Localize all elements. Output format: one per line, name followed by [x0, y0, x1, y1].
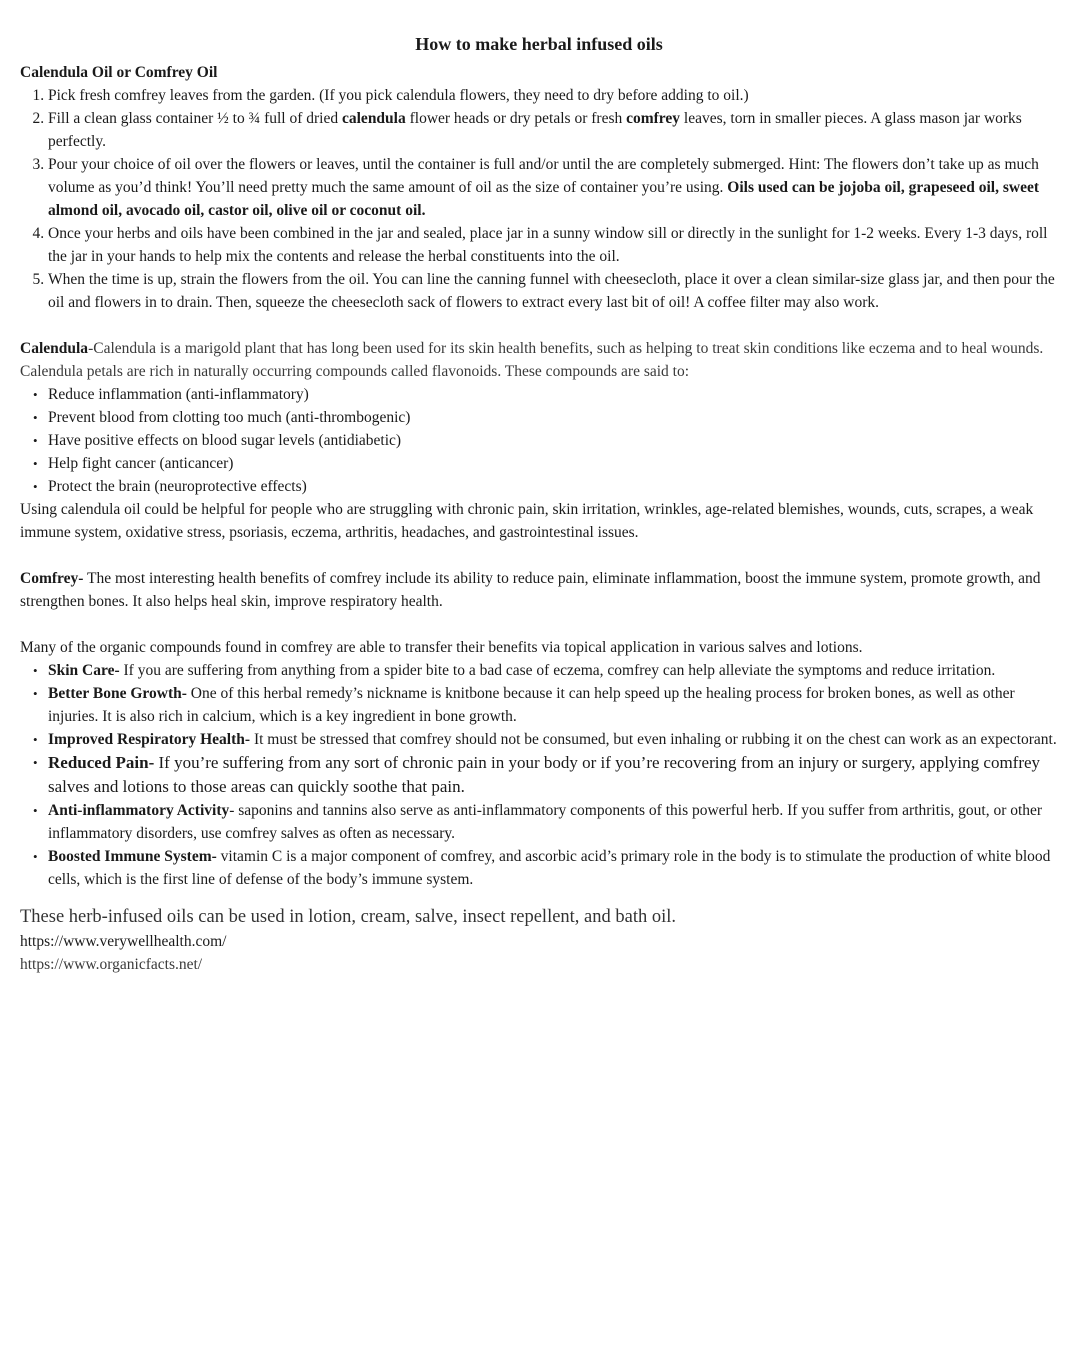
source-link: https://www.verywellhealth.com/	[20, 933, 227, 950]
closing-note: These herb-infused oils can be used in lotion, cream, salve, insect repellent, and bath oil.	[20, 907, 677, 927]
calendula-intro: Calendula-Calendula is a marigold plant that has long been used for its skin health benefits, such as helping to treat skin conditions like eczema and to heal wounds. Calendula petals are rich in naturally occurring compounds called flavonoids. These compounds are said to:	[20, 340, 1044, 380]
section-subtitle: Calendula Oil or Comfrey Oil	[20, 64, 218, 81]
list-item: 2. Fill a clean glass container ½ to ¾ full of dried calendula flower heads or dry petals or fresh comfrey leaves, torn in smaller pieces. A glass mason jar works perfectly.	[48, 107, 1058, 153]
list-item: • Better Bone Growth- One of this herbal remedy’s nickname is knitbone because it can help speed up the healing process for broken bones, as well as other injuries. It is also rich in calcium, which is a key ingredient in bone growth.	[48, 682, 1058, 728]
spacer	[20, 314, 1058, 337]
list-item: • Protect the brain (neuroprotective effects)	[48, 475, 1058, 498]
list-item: 4. Once your herbs and oils have been combined in the jar and sealed, place jar in a sunny window sill or directly in the sunlight for 1-2 weeks. Every 1-3 days, roll the jar in your hands to help mix the contents and release the herbal constituents into the oil.	[48, 222, 1058, 268]
comfrey-topical: Many of the organic compounds found in comfrey are able to transfer their benefits via topical application in various salves and lotions.	[20, 639, 863, 656]
list-item: • Prevent blood from clotting too much (anti-thrombogenic)	[48, 406, 1058, 429]
calendula-benefits-list	[20, 383, 1058, 498]
list-item: • Boosted Immune System- vitamin C is a major component of comfrey, and ascorbic acid’s primary role in the body is to stimulate the production of white blood cells, which is the first line of defense of the body’s immune system.	[48, 845, 1058, 891]
comfrey-intro: Comfrey- The most interesting health benefits of comfrey include its ability to reduce pain, eliminate inflammation, boost the immune system, promote growth, and strengthen bones. It also helps heal skin, improve respiratory health.	[20, 570, 1041, 610]
list-item: 3. Pour your choice of oil over the flowers or leaves, until the container is full and/or until the are completely submerged. Hint: The flowers don’t take up as much volume as you’d think! You’ll need pretty much the same amount of oil as the size of container you’re using. Oils used can be jojoba oil, grapeseed oil, sweet almond oil, avocado oil, castor oil, olive oil or coconut oil.	[48, 153, 1058, 222]
steps-list	[20, 84, 1058, 314]
source-link: https://www.organicfacts.net/	[20, 956, 203, 973]
list-item: • Improved Respiratory Health- It must be stressed that comfrey should not be consumed, but even inhaling or rubbing it on the chest can work as an expectorant.	[48, 728, 1058, 751]
comfrey-benefits-list	[20, 659, 1058, 891]
list-item: • Have positive effects on blood sugar levels (antidiabetic)	[48, 429, 1058, 452]
spacer	[20, 544, 1058, 567]
spacer	[20, 613, 1058, 636]
list-item: • Help fight cancer (anticancer)	[48, 452, 1058, 475]
page-title: How to make herbal infused oils	[415, 34, 663, 54]
list-item: • Reduced Pain- If you’re suffering from any sort of chronic pain in your body or if you’re recovering from an injury or surgery, applying comfrey salves and lotions to those areas can quickly soothe that pain.	[48, 751, 1058, 799]
list-item: 5. When the time is up, strain the flowers from the oil. You can line the canning funnel with cheesecloth, place it over a clean similar-size glass jar, and then pour the oil and flowers in to drain. Then, squeeze the cheesecloth sack of flowers to extract every last bit of oil! A coffee filter may also work.	[48, 268, 1058, 314]
spacer	[20, 891, 1058, 904]
calendula-outro: Using calendula oil could be helpful for people who are struggling with chronic pain, skin irritation, wrinkles, age-related blemishes, wounds, cuts, scrapes, a weak immune system, oxidative stress, psoriasis, eczema, arthritis, headaches, and gastrointestinal issues.	[20, 501, 1034, 541]
list-item: • Anti-inflammatory Activity- saponins and tannins also serve as anti-inflammatory components of this powerful herb. If you suffer from arthritis, gout, or other inflammatory disorders, use comfrey salves as often as necessary.	[48, 799, 1058, 845]
list-item: 1. Pick fresh comfrey leaves from the garden. (If you pick calendula flowers, they need to dry before adding to oil.)	[48, 84, 1058, 107]
list-item: • Skin Care- If you are suffering from anything from a spider bite to a bad case of eczema, comfrey can help alleviate the symptoms and reduce irritation.	[48, 659, 1058, 682]
list-item: • Reduce inflammation (anti-inflammatory)	[48, 383, 1058, 406]
